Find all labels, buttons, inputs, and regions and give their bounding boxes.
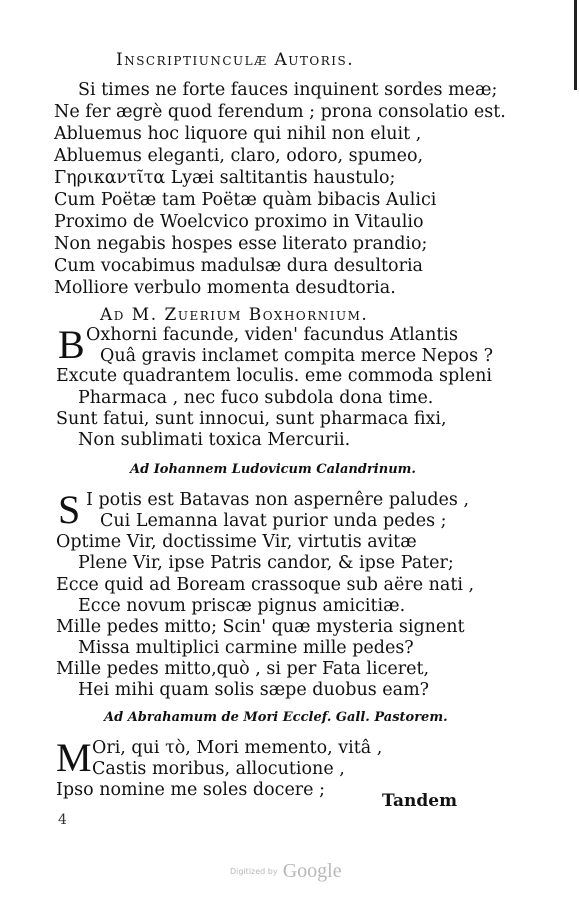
verse-line: Mille pedes mitto; Scin' quæ mysteria signent — [56, 617, 465, 637]
verse-line: Cui Lemanna lavat purior unda pedes ; — [100, 511, 447, 531]
verse-line: Si times ne forte fauces inquinent sordes meæ; — [78, 80, 498, 100]
catchword: Tandem — [382, 791, 458, 811]
verse-line: Mille pedes mitto,quò , si per Fata liceret, — [56, 659, 430, 679]
verse-line: Optime Vir, doctissime Vir, virtutis avitæ — [56, 532, 417, 552]
drop-cap: B — [58, 322, 85, 367]
verse-line: Proximo de Woelcvico proximo in Vitaulio — [54, 212, 424, 232]
verse-line: Ne fer ægrè quod ferendum ; prona consolatio est. — [54, 102, 506, 122]
verse-line: Plene Vir, ipse Patris candor, & ipse Pater; — [78, 553, 454, 573]
verse-line: Hei mihi quam solis sæpe duobus eam? — [78, 680, 430, 700]
verse-line: Cum Poëtæ tam Poëtæ quàm bibacis Aulici — [54, 190, 437, 210]
verse-line: Pharmaca , nec fuco subdola dona time. — [78, 388, 434, 408]
digitization-watermark — [230, 860, 342, 883]
verse-line: Quâ gravis inclamet compita merce Nepos ? — [100, 346, 494, 366]
verse-line: Molliore verbulo momenta desudtoria. — [54, 278, 396, 298]
verse-line: I potis est Batavas non aspernêre paludes , — [86, 490, 470, 510]
poem-heading: Ad Abrahamum de Mori Ecclef. Gall. Pastorem. — [104, 710, 448, 725]
verse-line: Ori, qui τò, Mori memento, vitâ , — [92, 738, 383, 758]
verse-line: Non sublimati toxica Mercurii. — [78, 430, 351, 450]
verse-line: Missa multiplici carmine mille pedes? — [78, 638, 414, 658]
verse-line: Non negabis hospes esse literato prandio; — [54, 234, 428, 254]
running-head: Inscriptiunculæ Autoris. — [116, 50, 355, 70]
poem-heading: Ad M. Zuerium Boxhornium. — [100, 305, 369, 325]
page-mark: 4 — [58, 812, 67, 828]
verse-line: Cum vocabimus madulsæ dura desultoria — [54, 256, 423, 276]
drop-cap: S — [58, 487, 81, 532]
verse-line: Abluemus eleganti, claro, odoro, spumeo, — [54, 146, 424, 166]
verse-line: Sunt fatui, sunt innocui, sunt pharmaca fixi, — [56, 409, 447, 429]
verse-line: Castis moribus, allocutione , — [92, 759, 345, 779]
watermark-small-text: Digitized by — [230, 867, 278, 876]
page-edge-rule — [574, 0, 577, 90]
verse-line: Ipso nomine me soles docere ; — [56, 780, 325, 800]
watermark-logo-text: Google — [282, 860, 342, 882]
verse-line: Abluemus hoc liquore qui nihil non eluit , — [54, 124, 422, 144]
drop-cap: M — [56, 735, 92, 780]
verse-line: Γηρικαντῖτα Lyæi saltitantis haustulo; — [54, 168, 396, 188]
verse-line: Excute quadrantem loculis. eme commoda spleni — [56, 366, 493, 386]
verse-line: Oxhorni facunde, viden' facundus Atlantis — [86, 325, 458, 345]
poem-heading: Ad Iohannem Ludovicum Calandrinum. — [130, 462, 416, 477]
verse-line: Ecce novum priscæ pignus amicitiæ. — [78, 596, 406, 616]
verse-line: Ecce quid ad Boream crassoque sub aëre nati , — [56, 575, 475, 595]
